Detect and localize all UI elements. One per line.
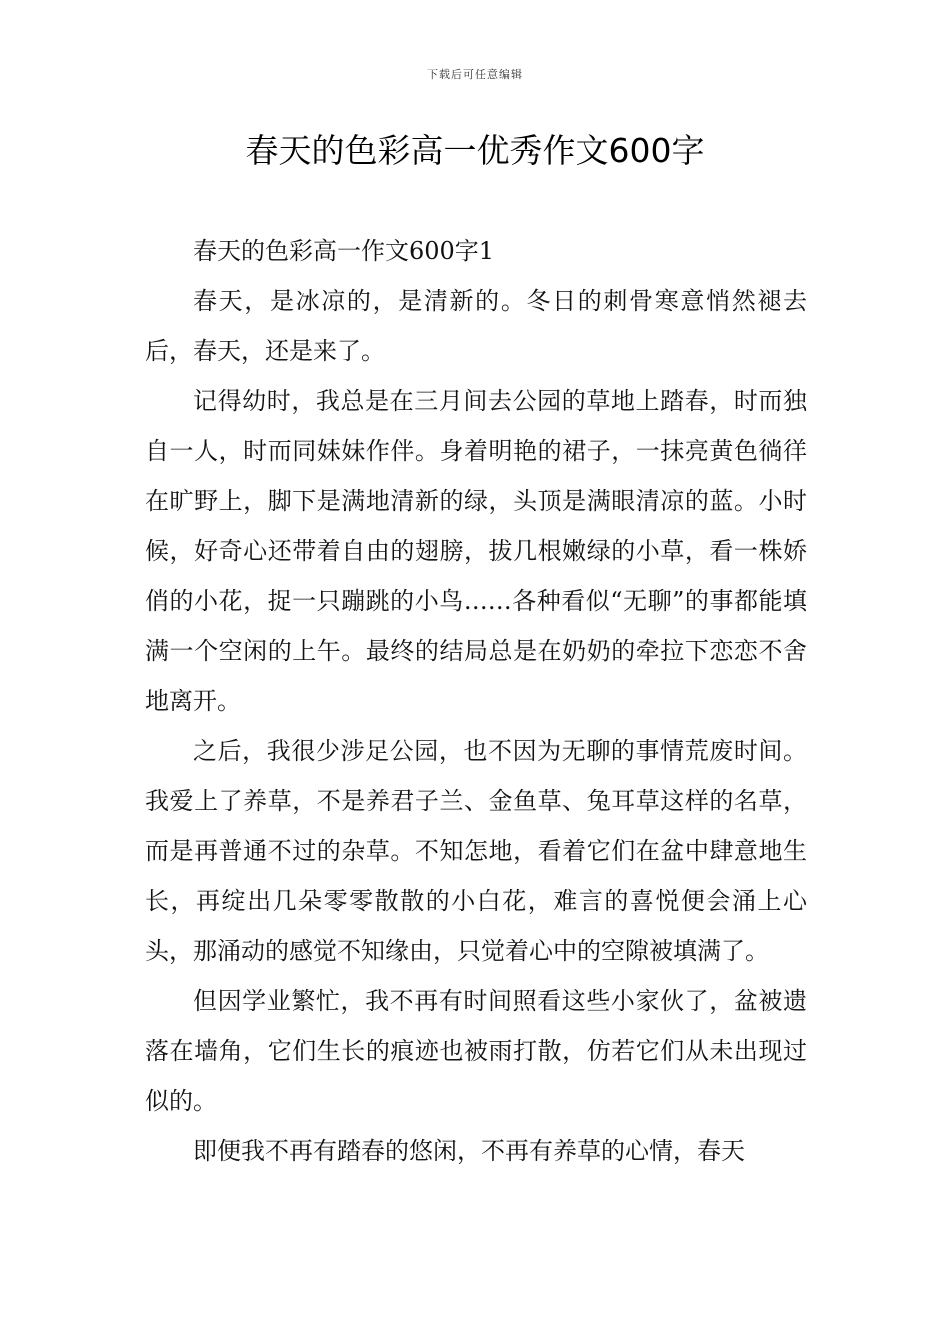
paragraph-subtitle: 春天的色彩高一作文600字1 — [193, 237, 495, 265]
paragraph: 记得幼时，我总是在三月间去公园的草地上踏春，时而独自一人，时而同妹妹作伴。身着明艳的裙子，一抹亮黄色徜徉在旷野上，脚下是满地清新的绿，头顶是满眼清凉的蓝。小时候，好奇心还带着自由的翅膀，拔几根嫩绿的小草，看一株娇俏的小花，捉一只蹦跳的小鸟……各种看似“无聊”的事都能填满一个空闲的上午。最终的结局总是在奶奶的牵拉下恋恋不舍地离开。 — [145, 387, 807, 715]
paragraph: 春天，是冰凉的，是清新的。冬日的刺骨寒意悄然褪去后，春天，还是来了。 — [145, 287, 807, 365]
paragraph: 但因学业繁忙，我不再有时间照看这些小家伙了，盆被遗落在墙角，它们生长的痕迹也被雨打散，仿若它们从未出现过似的。 — [145, 987, 807, 1115]
paragraph: 之后，我很少涉足公园，也不因为无聊的事情荒废时间。我爱上了养草，不是养君子兰、金鱼草、兔耳草这样的名草，而是再普通不过的杂草。不知怎地，看着它们在盆中肆意地生长，再绽出几朵零零散散的小白花，难言的喜悦便会涌上心头，那涌动的感觉不知缘由，只觉着心中的空隙被填满了。 — [145, 737, 807, 965]
document-body — [145, 226, 807, 1176]
document-title: 春天的色彩高一优秀作文600字 — [245, 131, 705, 170]
paragraph: 即便我不再有踏春的悠闲，不再有养草的心情，春天 — [193, 1137, 745, 1165]
header-note: 下载后可任意编辑 — [427, 68, 523, 81]
